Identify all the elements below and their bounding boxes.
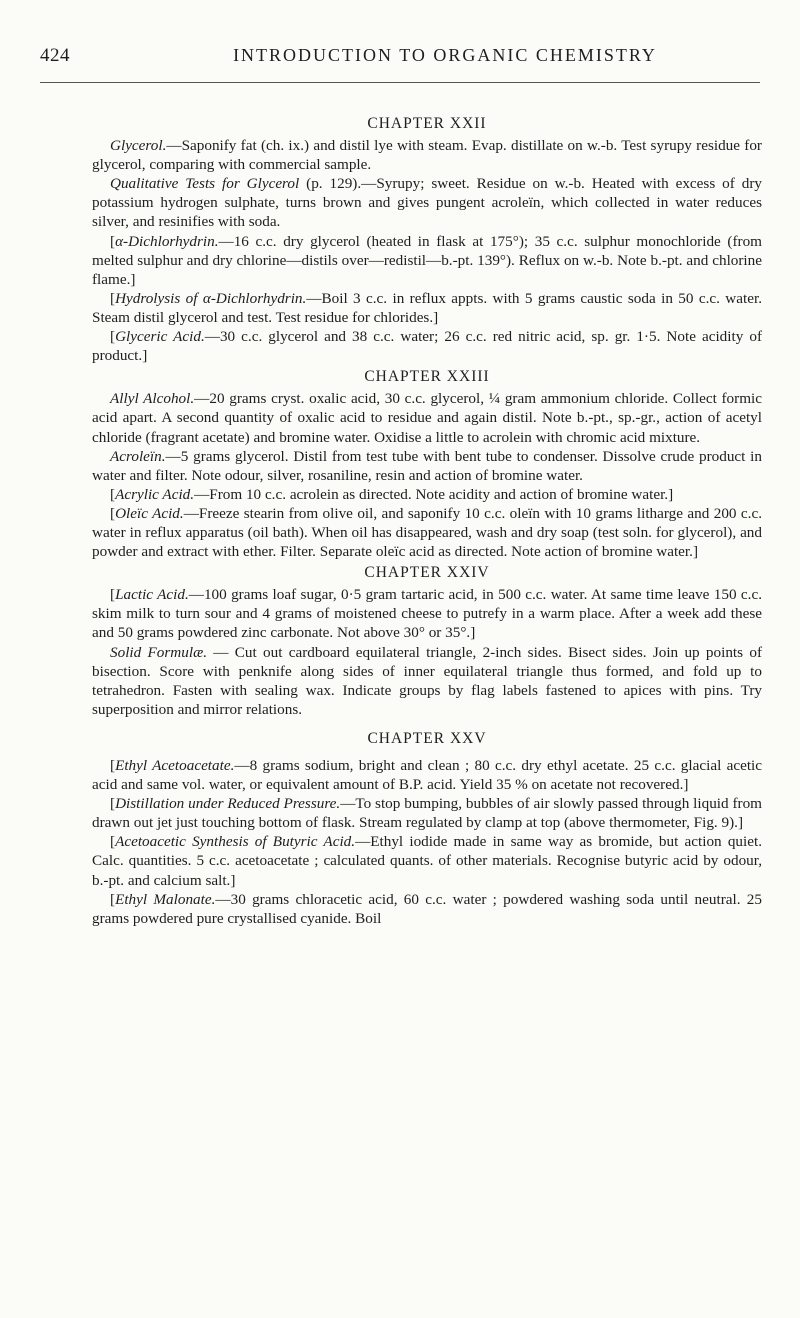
paragraph-reduced-pressure — [92, 794, 762, 832]
paragraph-text: —100 grams loaf sugar, 0·5 gram tartaric acid, in 500 c.c. water. At same time leave 150 c.c. skim milk to turn sour and 4 grams of moistened cheese to putrefy in a warm place. After a week add these and 50 grams powdered zinc carbonate. Not above 30° or 35°.] — [92, 586, 762, 642]
bracket: [ — [110, 833, 116, 851]
paragraph-dichlorhydrin — [92, 232, 762, 289]
running-head — [40, 45, 760, 69]
header-rule — [40, 82, 760, 83]
paragraph-heading: Allyl Alcohol. — [110, 390, 195, 408]
paragraph-glyceric-acid — [92, 327, 762, 365]
bracket: [ — [110, 757, 116, 774]
paragraph-text: —Freeze stearin from olive oil, and saponify 10 c.c. oleïn with 10 grams litharge and 200 c.c. water in reflux apparatus (oil bath). When oil has disappeared, wash and dry soap (test soln. for glycerol), and powder and extract with ether. Filter. Separate oleïc acid as directed. Note action of bromine water.] — [92, 504, 762, 561]
bracket: [ — [110, 795, 116, 813]
paragraph-heading: Ethyl Malonate. — [115, 890, 216, 908]
paragraph-text: —30 grams chloracetic acid, 60 c.c. water ; powdered washing soda until neutral. 25 grams powdered pure crystallised cyanide. Boil — [92, 890, 762, 927]
paragraph-acrolein — [92, 447, 762, 485]
paragraph-text: —5 grams glycerol. Distil from test tube with bent tube to condenser. Dissolve crude product in water and filter. Note odour, silver, rosaniline, resin and action of bromine water. — [92, 447, 762, 484]
paragraph-heading: Glycerol. — [110, 137, 167, 155]
paragraph-text: —Ethyl iodide made in same way as bromide, but action quiet. Calc. quantities. 5 c.c. acetoacetate ; calculated quants. of other materials. Recognise butyric acid by odour, b.-pt. and calcium salt.] — [92, 833, 762, 889]
paragraph-heading: Ethyl Acetoacetate. — [115, 757, 235, 774]
paragraph-text: (p. 129).—Syrupy; sweet. Residue on w.-b. Heated with excess of dry potassium hydrogen sulphate, turns brown and gives pungent acroleïn, which collected in water reduces silver, and resinifies with soda. — [92, 175, 762, 231]
paragraph-ethyl-acetoacetate — [92, 756, 762, 794]
paragraph-text: — Cut out cardboard equilateral triangle, 2-inch sides. Bisect sides. Join up points of bisection. Score with penknife along sides of inner equilateral triangle thus formed, and fold up to tetrahedron. Fasten with sealing wax. Indicate groups by flag labels fastened to apices with pins. Try superposition and mirror relations. — [92, 643, 762, 718]
chapter-heading: CHAPTER XXIII — [364, 368, 490, 386]
paragraph-text: —16 c.c. dry glycerol (heated in flask at 175°); 35 c.c. sulphur monochloride (from melted sulphur and dry chlorine—distils over—redistil—b.-pt. 139°). Reflux on w.-b. Note b.-pt. and chlorine flame.] — [92, 232, 762, 288]
paragraph-hydrolysis — [92, 289, 762, 327]
paragraph-heading: Distillation under Reduced Pressure. — [115, 795, 341, 813]
paragraph-heading: Solid Formulæ. — [110, 643, 208, 661]
paragraph-text: —8 grams sodium, bright and clean ; 80 c.c. dry ethyl acetate. 25 c.c. glacial acetic acid and same vol. water, or equivalent amount of B.P. acid. Yield 35 % on acetate not recovered.] — [92, 757, 763, 794]
paragraph-heading: Acrylic Acid. — [115, 485, 195, 503]
paragraph-heading: Acetoacetic Synthesis of Butyric Acid. — [115, 833, 356, 851]
bracket: [ — [110, 289, 116, 307]
bracket: [ — [110, 485, 116, 503]
paragraph-text: —From 10 c.c. acrolein as directed. Note acidity and action of bromine water.] — [194, 485, 674, 503]
paragraph-heading: Lactic Acid. — [115, 586, 189, 604]
paragraph-oleic-acid — [92, 504, 762, 561]
chapter-heading: CHAPTER XXII — [367, 115, 487, 132]
paragraph-heading: Glyceric Acid. — [115, 328, 205, 346]
paragraph-allyl-alcohol — [92, 389, 762, 446]
paragraph-qualitative-tests — [92, 174, 762, 231]
paragraph-acrylic-acid — [92, 485, 762, 504]
paragraph-butyric-synthesis — [92, 832, 762, 889]
paragraph-glycerol — [92, 136, 762, 174]
page-number: 424 — [40, 45, 70, 66]
paragraph-heading: Acroleïn. — [110, 447, 166, 465]
paragraph-text: —To stop bumping, bubbles of air slowly passed through liquid from drawn out jet just touching bottom of flask. Stream regulated by clamp at top (above thermometer, Fig. 9).] — [92, 795, 762, 832]
paragraph-heading: α-Dichlorhydrin. — [115, 232, 219, 250]
paragraph-text: —30 c.c. glycerol and 38 c.c. water; 26 c.c. red nitric acid, sp. gr. 1·5. Note acidity of product.] — [92, 328, 763, 365]
bracket: [ — [110, 328, 116, 346]
page-body — [92, 112, 762, 928]
paragraph-heading: Qualitative Tests for Glycerol — [110, 175, 300, 193]
bracket: [ — [110, 504, 116, 522]
bracket: [ — [110, 890, 116, 908]
paragraph-solid-formulae — [92, 643, 762, 719]
chapter-heading: CHAPTER XXIV — [364, 564, 490, 582]
paragraph-lactic-acid — [92, 585, 762, 642]
paragraph-ethyl-malonate — [92, 890, 762, 928]
paragraph-text: —20 grams cryst. oxalic acid, 30 c.c. glycerol, ¼ gram ammonium chloride. Collect formic acid apart. A second quantity of oxalic acid to residue and again distil. Note b.-pt., sp.-gr., action of acetyl chloride (fragrant acetate) and bromine water. Oxidise a little to acrolein with chromic acid mixture. — [92, 390, 762, 446]
bracket: [ — [110, 586, 116, 604]
running-title: INTRODUCTION TO ORGANIC CHEMISTRY — [233, 45, 657, 65]
chapter-heading: CHAPTER XXV — [367, 729, 487, 747]
paragraph-heading: Hydrolysis of α-Dichlorhydrin. — [115, 289, 307, 307]
bracket: [ — [110, 232, 116, 250]
paragraph-heading: Oleïc Acid. — [115, 504, 184, 522]
paragraph-text: —Saponify fat (ch. ix.) and distil lye with steam. Evap. distillate on w.-b. Test syrupy residue for glycerol, comparing with commercial sample. — [92, 137, 762, 174]
paragraph-text: —Boil 3 c.c. in reflux appts. with 5 grams caustic soda in 50 c.c. water. Steam distil glycerol and test. Test residue for chlorides.] — [92, 289, 762, 326]
